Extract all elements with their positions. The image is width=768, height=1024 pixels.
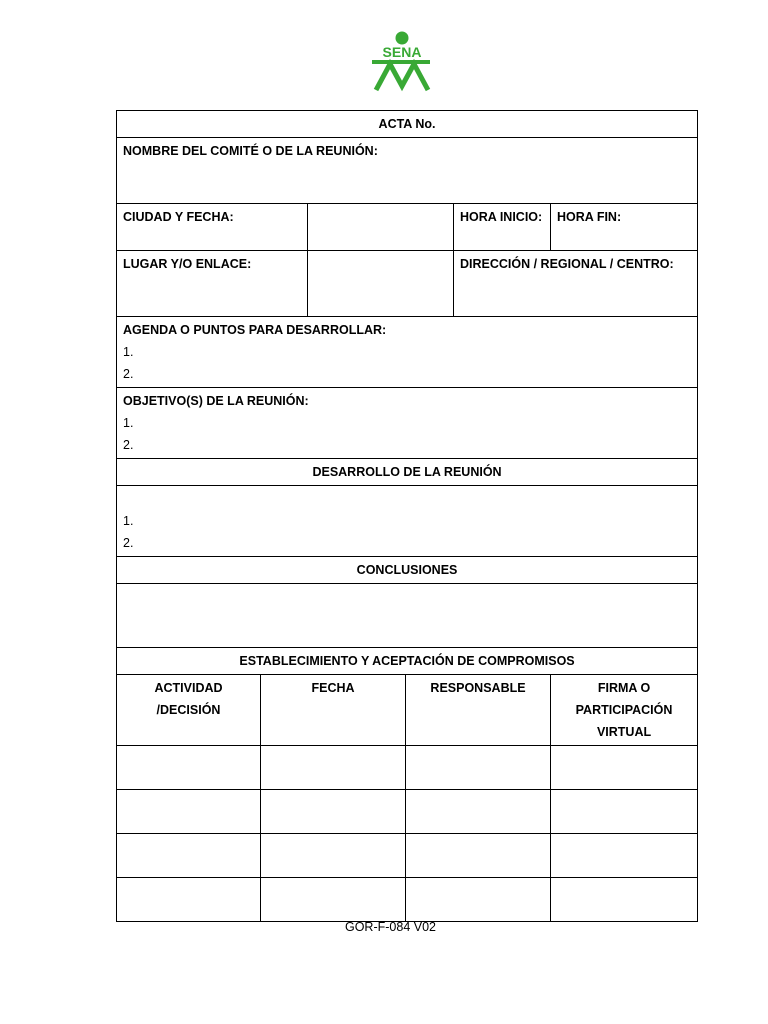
col-responsable-header: RESPONSABLE xyxy=(406,675,551,746)
actividad-cell[interactable] xyxy=(117,878,261,922)
actividad-cell[interactable] xyxy=(117,746,261,790)
desarrollo-section xyxy=(117,486,698,557)
firma-cell[interactable] xyxy=(551,834,698,878)
desarrollo-header: DESARROLLO DE LA REUNIÓN xyxy=(117,459,698,486)
sena-logo xyxy=(368,30,434,94)
hora-fin-label: HORA FIN: xyxy=(551,204,698,251)
responsable-cell[interactable] xyxy=(406,790,551,834)
col-actividad-header: ACTIVIDAD /DECISIÓN xyxy=(117,675,261,746)
table-row xyxy=(117,878,698,922)
lugar-enlace-label: LUGAR Y/O ENLACE: xyxy=(117,251,308,317)
objetivo-item: 1. xyxy=(123,416,134,430)
compromisos-header: ESTABLECIMIENTO Y ACEPTACIÓN DE COMPROMISOS xyxy=(117,648,698,675)
firma-cell[interactable] xyxy=(551,790,698,834)
agenda-section xyxy=(117,317,698,388)
conclusiones-header: CONCLUSIONES xyxy=(117,557,698,584)
firma-cell[interactable] xyxy=(551,878,698,922)
acta-form xyxy=(116,110,698,922)
hora-inicio-label: HORA INICIO: xyxy=(454,204,551,251)
responsable-cell[interactable] xyxy=(406,746,551,790)
responsable-cell[interactable] xyxy=(406,878,551,922)
desarrollo-item: 2. xyxy=(123,536,134,550)
table-row xyxy=(117,790,698,834)
lugar-enlace-value[interactable] xyxy=(308,251,454,317)
ciudad-fecha-value[interactable] xyxy=(308,204,454,251)
agenda-item: 1. xyxy=(123,345,134,359)
agenda-label: AGENDA O PUNTOS PARA DESARROLLAR: xyxy=(123,323,387,337)
actividad-cell[interactable] xyxy=(117,790,261,834)
objetivos-section xyxy=(117,388,698,459)
agenda-item: 2. xyxy=(123,367,134,381)
actividad-cell[interactable] xyxy=(117,834,261,878)
logo-text: SENA xyxy=(382,44,422,60)
direccion-regional-label: DIRECCIÓN / REGIONAL / CENTRO: xyxy=(454,251,698,317)
objetivos-label: OBJETIVO(S) DE LA REUNIÓN: xyxy=(123,394,309,408)
fecha-cell[interactable] xyxy=(261,878,406,922)
ciudad-fecha-label: CIUDAD Y FECHA: xyxy=(117,204,308,251)
col-fecha-header: FECHA xyxy=(261,675,406,746)
fecha-cell[interactable] xyxy=(261,746,406,790)
table-row xyxy=(117,834,698,878)
nombre-comite-label: NOMBRE DEL COMITÉ O DE LA REUNIÓN: xyxy=(117,138,698,204)
firma-cell[interactable] xyxy=(551,746,698,790)
form-code: GOR-F-084 V02 xyxy=(344,920,436,934)
objetivo-item: 2. xyxy=(123,438,134,452)
acta-title: ACTA No. xyxy=(117,111,698,138)
table-row xyxy=(117,746,698,790)
desarrollo-item: 1. xyxy=(123,514,134,528)
col-firma-header: FIRMA O PARTICIPACIÓN VIRTUAL xyxy=(551,675,698,746)
responsable-cell[interactable] xyxy=(406,834,551,878)
fecha-cell[interactable] xyxy=(261,834,406,878)
sena-logo-icon xyxy=(368,30,434,94)
conclusiones-value[interactable] xyxy=(117,584,698,648)
fecha-cell[interactable] xyxy=(261,790,406,834)
